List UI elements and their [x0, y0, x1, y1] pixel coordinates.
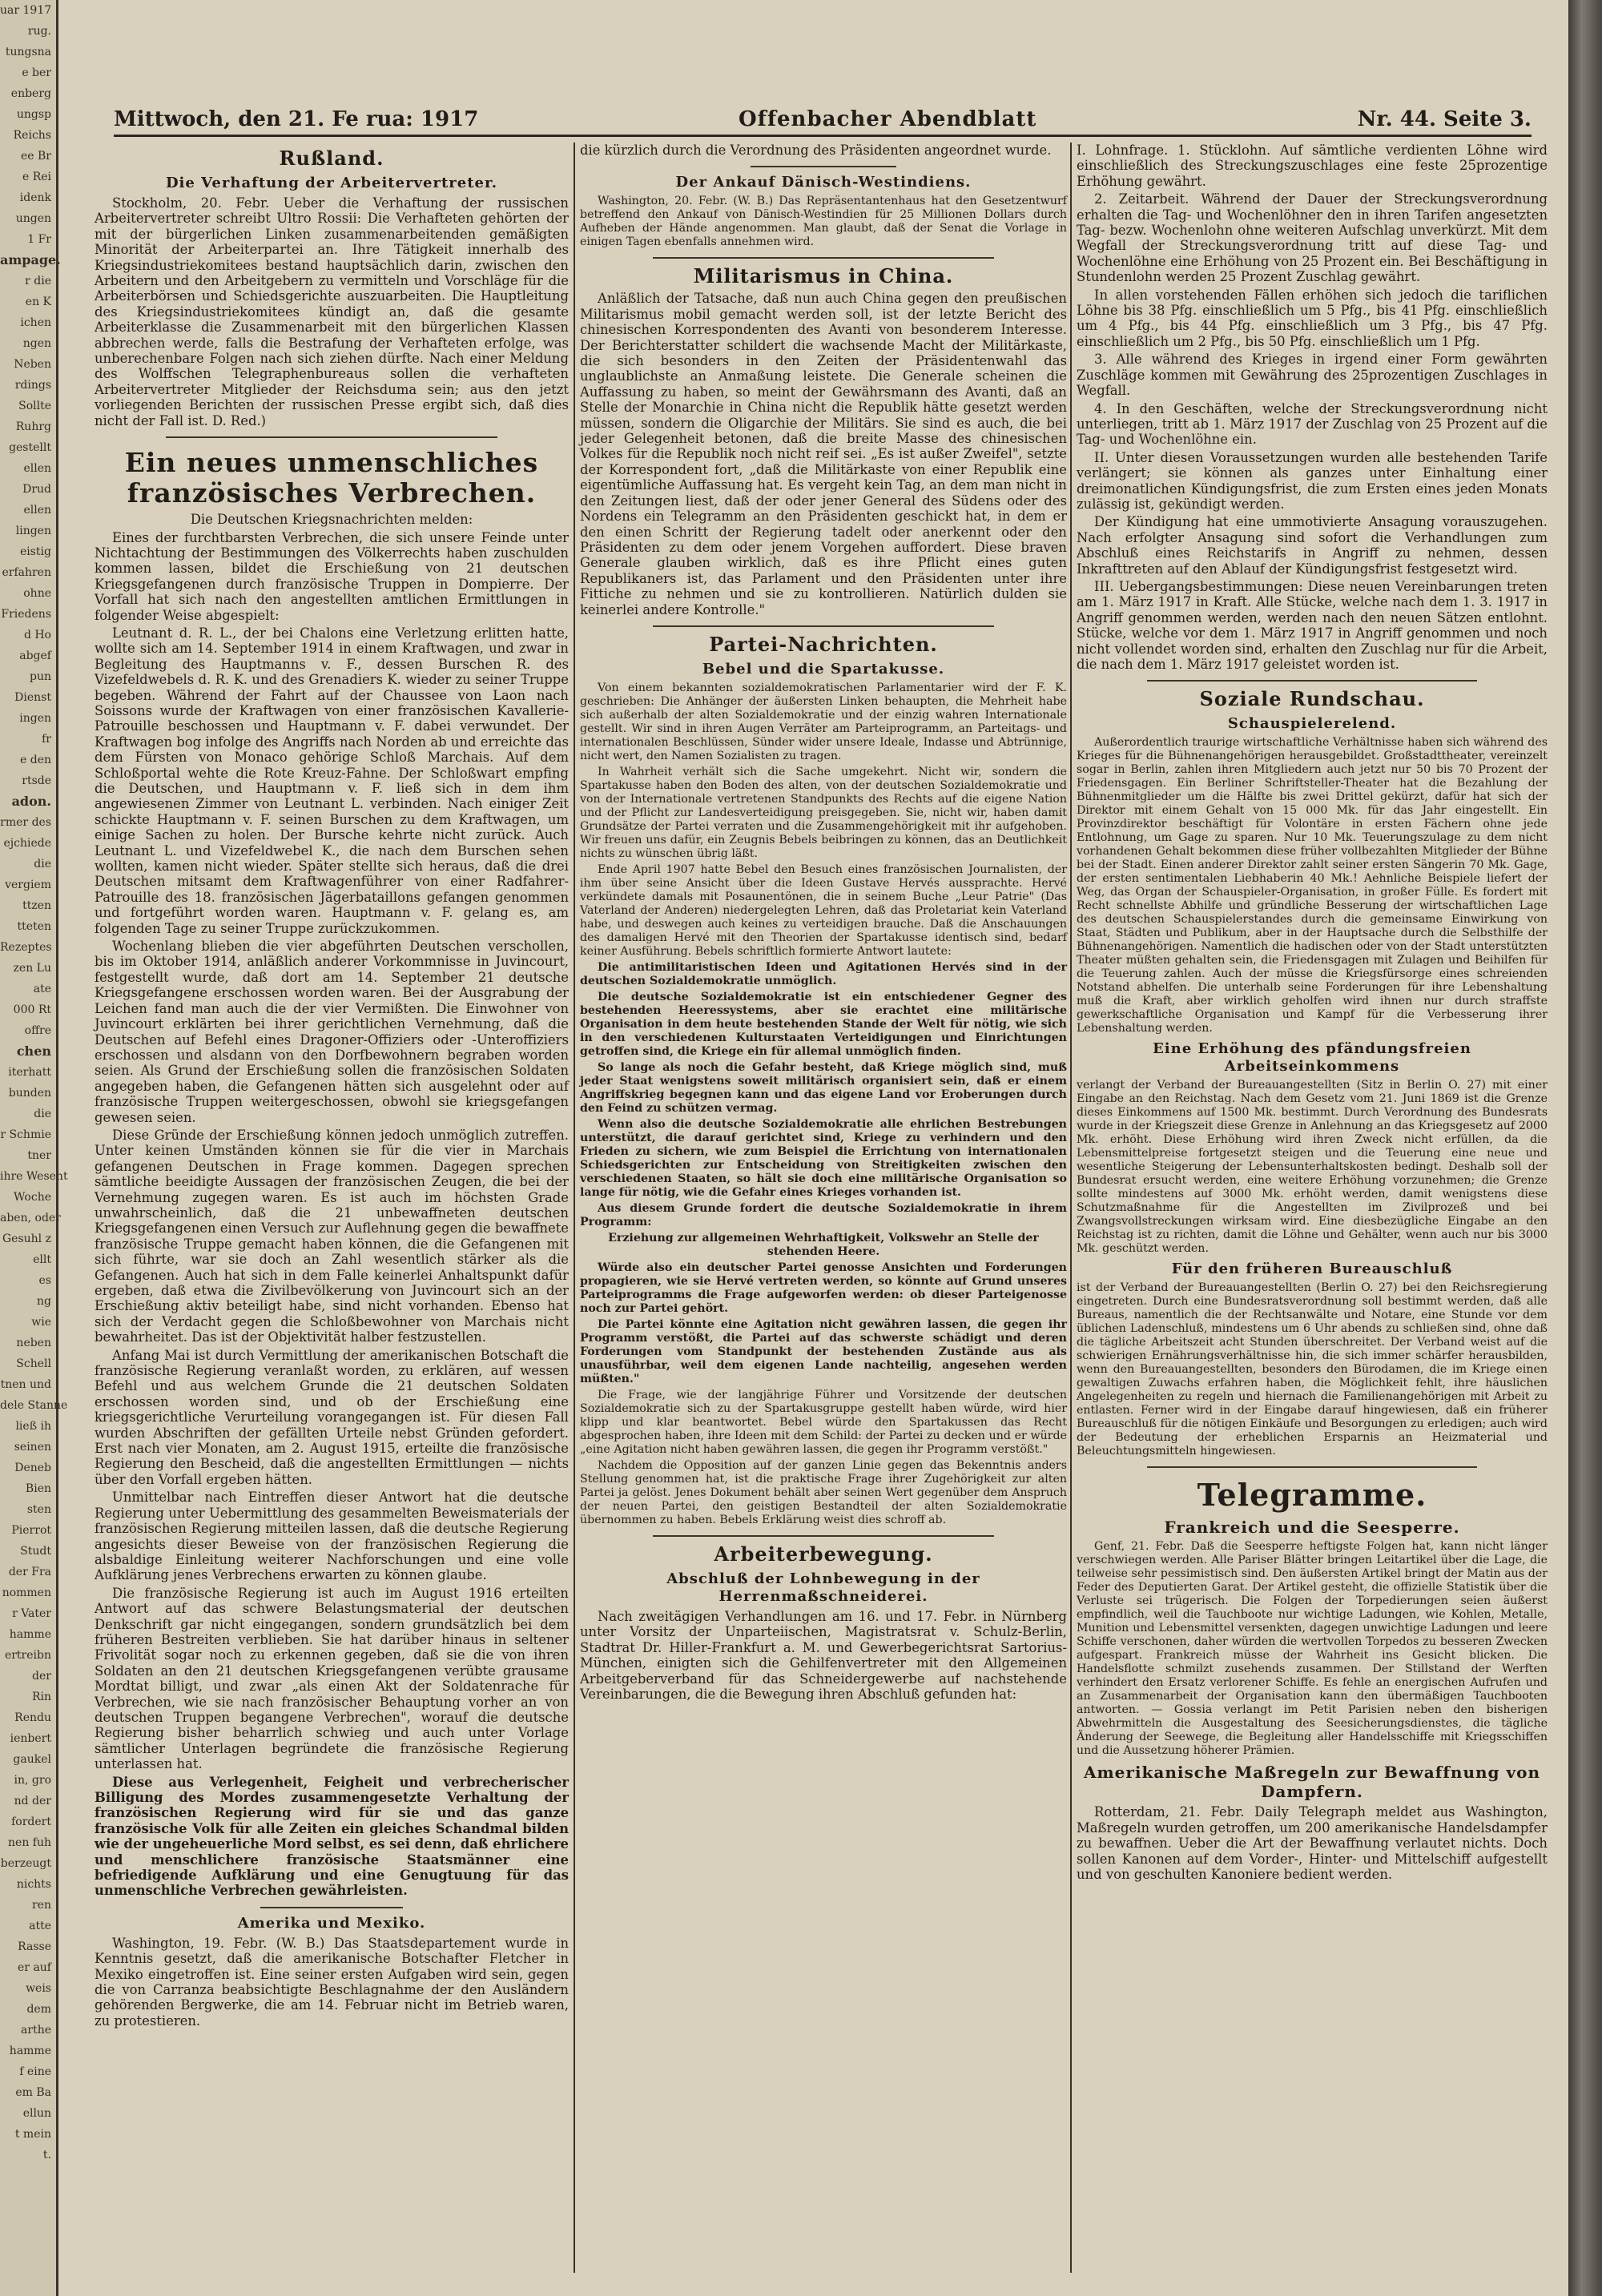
strip-fragment: 1 Fr — [27, 233, 51, 246]
strip-fragment: e Rei — [22, 171, 51, 183]
strip-fragment: t mein — [14, 2128, 51, 2141]
strip-fragment: berzeugt — [0, 1857, 51, 1870]
strip-fragment: rtsde — [22, 774, 51, 787]
strip-fragment: uar 1917 — [0, 4, 52, 17]
strip-fragment: enberg — [10, 87, 51, 100]
section-divider — [1147, 680, 1477, 682]
article-paragraph: 2. Zeitarbeit. Während der Dauer der Streckungsverordnung erhalten die Tag- und Wochenlöhner den in ihren Tarifen angesetzten Tag- bezw. Wochenlohn ohne weiteren Aufschlag unverkürzt. Mit dem Wegfall der Streckungsverordnung tritt auf diese Tag- und Wochenlöhne eine Erhöhung von 25 Prozent ein. Bei Beschäftigung in Stundenlohn werden 25 Prozent Zuschlag gewährt. — [1077, 191, 1548, 285]
masthead-paper-name: Offenbacher Abendblatt — [739, 107, 1037, 131]
strip-fragment: ungen — [15, 212, 51, 225]
strip-fragment: Rendu — [14, 1711, 51, 1724]
strip-fragment: die — [34, 858, 51, 871]
article-paragraph: Von einem bekannten sozialdemokratischen Parlamentarier wird der F. K. geschrieben: Die Anhänger der äußersten Linken behaupten, die Mehrheit habe sich außerhalb der alten Sozialdemokratie und der einzig wahren Internationale gestellt. Wir sind in ihren Augen Verräter am Parteiprogramm, an Parteitags- und internationalen Beschlüssen, Sünder wider unsere Ideale, Indasse und Abtrünnige, nicht wert, den Namen Sozialisten zu tragen. — [580, 681, 1067, 762]
strip-fragment: eistig — [19, 545, 51, 558]
subheadline-verhaftung: Die Verhaftung der Arbeitervertreter. — [165, 175, 498, 191]
strip-fragment: Drud — [22, 483, 51, 496]
strip-fragment: ellen — [23, 504, 51, 517]
strip-fragment: Ruhrg — [15, 420, 51, 433]
strip-fragment: tungsna — [5, 46, 51, 58]
headline-militarismus-china: Militarismus in China. — [693, 264, 954, 288]
headline-telegramme: Telegramme. — [1197, 1477, 1427, 1514]
column-rule — [1070, 143, 1072, 2273]
article-paragraph: Die antimilitaristischen Ideen und Agitationen Hervés sind in der deutschen Sozialdemokratie unmöglich. — [580, 960, 1067, 987]
section-divider — [166, 436, 497, 438]
strip-fragment: nichts — [16, 1878, 51, 1891]
strip-fragment: gestellt — [9, 441, 51, 454]
strip-fragment: Woche — [13, 1191, 51, 1204]
strip-fragment: der — [32, 1670, 51, 1683]
strip-fragment: hamme — [9, 1628, 51, 1641]
strip-fragment: Pierrot — [11, 1524, 51, 1537]
article-paragraph: Diese aus Verlegenheit, Feigheit und verbrecherischer Billigung des Mordes zusammengesetzte Verhaltung der französischen Regierung wird für sie und das ganze französische Volk für alle Zeiten ein gleiches Schandmal bilden wie der ungeheuerliche Mord selbst, es sei denn, daß ehrlichere und menschlichere französische Staatsmänner eine befriedigende Aufklärung und eine Genugtuung für das unmenschliche Verbrechen gewährleisten. — [95, 1774, 569, 1899]
column-3 — [1077, 143, 1548, 2274]
strip-fragment: rmer des — [0, 816, 51, 829]
strip-fragment: der Fra — [8, 1566, 51, 1578]
article-paragraph: Diese Gründe der Erschießung können jedoch unmöglich zutreffen. Unter keinen Umständen können sie für die vier in Marchais gefangenen Deutschen in Frage kommen. Dagegen sprechen sämtliche beeidigte Aussagen der französischen Zeugen, die bei der Vernehmung zugegen waren. Es ist auch im höchsten Grade unwahrscheinlich, daß die 21 unbewaffneten deutschen Kriegsgefangenen einen Versuch zur Auflehnung gegen die bewaffnete französische Truppe gemacht haben können, die die Gefangenen mit sich führte, war sie doch an Zahl wesentlich stärker als die Gefangenen. Auch hat sich in dem Falle keinerlei Anhaltspunkt dafür ergeben, daß etwa die Zivilbevölkerung von Juvincourt sich an der Erschießung aktiv beteiligt habe, sind nicht vorhanden. Ebenso hat sich der Verdacht gegen die Schloßbewohner von Marchais nicht bewahrheitet. Das ist der Objektivität halber festzustellen. — [95, 1127, 569, 1345]
article-paragraph: Eines der furchtbarsten Verbrechen, die sich unsere Feinde unter Nichtachtung der Bestimmungen des Völkerrechts haben zuschulden kommen lassen, bildet die Erschießung von 21 deutschen Kriegsgefangenen durch französische Truppen in Dompierre. Der Vorfall hat sich nach den angestellten amtlichen Ermittlungen in folgender Weise abgespielt: — [95, 529, 569, 623]
strip-fragment: Rasse — [18, 1940, 51, 1953]
strip-fragment: offre — [24, 1024, 51, 1037]
strip-fragment: em Ba — [15, 2086, 51, 2099]
article-paragraph: Nach zweitägigen Verhandlungen am 16. und 17. Febr. in Nürnberg unter Vorsitz der Unparteiischen, Magistratsrat v. Schulz-Berlin, Stadtrat Dr. Hiller-Frankfurt a. M. und Gewerbegerichtsrat Sartorius-München, einigten sich die Gehilfenvertreter mit den Allgemeinen Arbeitgeberverband für das Schneidergewerbe auf nachstehende Vereinbarungen, die die Bewegung ihren Abschluß gefunden hat: — [580, 1608, 1067, 1702]
subheadline-bureauschluss: Für den früheren Bureauschluß — [1171, 1261, 1453, 1278]
strip-fragment: ng — [37, 1295, 51, 1308]
strip-fragment: es — [38, 1274, 51, 1287]
strip-fragment: r die — [25, 275, 51, 288]
strip-fragment: e den — [20, 754, 51, 766]
article-paragraph: Washington, 19. Febr. (W. B.) Das Staatsdepartement wurde in Kenntnis gesetzt, daß die amerikanische Botschafter Fletcher in Mexiko eingetroffen ist. Eine seiner ersten Aufgaben wird sein, gegen die von Carranza beabsichtigte Beschlagnahme der den Ausländern gehörenden Bergwerke, die am 14. Februar nicht im Betrieb waren, zu protestieren. — [95, 1935, 569, 2029]
strip-fragment: ellun — [22, 2107, 51, 2120]
strip-fragment: Friedens — [1, 608, 51, 621]
strip-fragment: atte — [29, 1920, 51, 1932]
strip-fragment: ließ ih — [15, 1420, 51, 1433]
column-2 — [580, 143, 1067, 2274]
strip-fragment: ngen — [22, 337, 51, 350]
strip-fragment: rug. — [27, 25, 51, 38]
strip-fragment: ttzen — [22, 899, 51, 912]
headline-soziale-rundschau: Soziale Rundschau. — [1199, 687, 1425, 711]
strip-fragment: neben — [16, 1337, 51, 1349]
strip-fragment: bunden — [8, 1087, 51, 1100]
strip-fragment: ichen — [20, 316, 51, 329]
article-paragraph: Nachdem die Opposition auf der ganzen Linie gegen das Bekenntnis anders Stellung genommen hat, ist die praktische Frage ihrer Zugehörigkeit zur alten Partei ja gelöst. Jenes Dokument behält aber seinen Wert gegenüber dem Anspruch der neuen Partei, den geistigen Bestandteil der alten Sozialdemokratie übernommen zu haben. Bebels Erklärung weist dies schroff ab. — [580, 1458, 1067, 1526]
article-paragraph: So lange als noch die Gefahr besteht, daß Kriege möglich sind, muß jeder Staat wenigstens soweit militärisch organisiert sein, daß er einem Angriffskrieg begegnen kann und das eigene Land vor Eroberungen durch den Feind zu schützen vermag. — [580, 1060, 1067, 1115]
column-1 — [95, 143, 569, 2274]
headline-verbrechen: Ein neues unmenschliches französisches Verbrechen. — [124, 447, 539, 509]
strip-fragment: Sollte — [18, 400, 51, 412]
strip-fragment: Gesuhl z — [2, 1232, 51, 1245]
strip-fragment: Reichs — [13, 129, 51, 142]
strip-fragment: Rezeptes — [0, 941, 52, 954]
article-paragraph: Würde also ein deutscher Partei genosse Ansichten und Forderungen propagieren, wie sie Hervé vertreten werden, so könnte auf Grund unseres Parteiprogramms die Frage aufgeworfen werden: ob dieser Parteigenosse noch zur Partei gehört. — [580, 1261, 1067, 1315]
strip-fragment: ee Br — [20, 150, 51, 163]
strip-fragment: tner — [27, 1149, 51, 1162]
strip-fragment: tteten — [17, 920, 51, 933]
adjacent-page-strip — [0, 0, 68, 2296]
article-paragraph: III. Uebergangsbestimmungen: Diese neuen Vereinbarungen treten am 1. März 1917 in Kraft. Alle Stücke, welche nach dem 1. 3. 1917 in Angriff genommen werden, werden nach den neuen Sätzen entlohnt. Stücke, welche vor dem 1. März 1917 in Angriff genommen und noch nicht vollendet worden sind, erhalten den Zuschlag nur für die Arbeit, die nach dem 1. März 1917 geleistet worden ist. — [1077, 578, 1548, 672]
section-divider — [1147, 1466, 1477, 1468]
strip-fragment: ihre Wesent — [0, 1170, 68, 1183]
column-rule — [574, 143, 575, 2273]
strip-fragment: ohne — [23, 587, 51, 600]
strip-fragment: vergiem — [5, 879, 51, 891]
strip-fragment: f eine — [19, 2065, 51, 2078]
strip-fragment: d Ho — [23, 629, 51, 641]
strip-fragment: r Vater — [12, 1607, 51, 1620]
strip-fragment: abgef — [19, 649, 51, 662]
article-paragraph: die kürzlich durch die Verordnung des Präsidenten angeordnet wurde. — [580, 143, 1052, 158]
article-paragraph: Der Kündigung hat eine ummotivierte Ansagung vorauszugehen. Nach erfolgter Ansagung sind sofort die Verhandlungen zum Abschluß eines Reichstarifs in Angriff zu nehmen, dessen Inkrafttreten auf den Ablauf der Kündigungsfrist festgesetzt wird. — [1077, 514, 1548, 577]
headline-russland: Rußland. — [279, 147, 384, 170]
article-paragraph: 4. In den Geschäften, welche der Streckungsverordnung nicht unterliegen, tritt ab 1. März 1917 der Zuschlag von 25 Prozent auf die Tag- und Wochenlöhne ein. — [1077, 400, 1548, 448]
article-paragraph: Unmittelbar nach Eintreffen dieser Antwort hat die deutsche Regierung unter Uebermittlung des gesammelten Beweismaterials der französischen Regierung mitteilen lassen, daß die deutsche Regierung angesichts dieser Beweise von der französischen Regierung die alsbaldige Einleitung weiterer Nachforschungen und eine volle Aufklärung jenes Verbrechens erwarten zu können glaube. — [95, 1490, 569, 1583]
strip-fragment: ertreibn — [4, 1649, 51, 1662]
strip-fragment: pun — [30, 670, 51, 683]
subheadline-seesperre: Frankreich und die Seesperre. — [1164, 1518, 1460, 1538]
masthead — [114, 103, 1532, 137]
book-binding-edge — [1568, 0, 1602, 2296]
strip-fragment: nen fuh — [8, 1836, 51, 1849]
article-paragraph: Anfang Mai ist durch Vermittlung der amerikanischen Botschaft die französische Regierung veranlaßt worden, zu erklären, auf wessen Befehl und aus welchem Grunde die 21 deutschen Soldaten erschossen worden sind, und ob der Erschießung eine kriegsgerichtliche Verurteilung vorangegangen ist. Für diesen Fall wurden Abschriften der gefällten Urteile nebst Gründen gefordert. Erst nach vier Monaten, am 2. August 1915, erteilte die französische Regierung den Bescheid, daß die angestellten Ermittlungen — nichts über den Vorfall ergeben hätten. — [95, 1347, 569, 1487]
article-paragraph: Stockholm, 20. Febr. Ueber die Verhaftung der russischen Arbeitervertreter schreibt Ultro Rossii: Die Verhafteten gehörten der mit der bürgerlichen Linken zusammenarbeitenden gemäßigten Minorität der Arbeiterpartei an. Ihre Tätigkeit innerhalb des Kriegsindustriekomitees bestand hauptsächlich darin, zwischen den Arbeitern und den Arbeitgebern zu vermitteln und Vorschläge für die Arbeiterbörsen und Schiedsgerichte auszuarbeiten. Die Hauptleitung des Kriegsindustriekomitees kündigt an, daß die gesamte Arbeiterklasse die Zusammenarbeit mit den bürgerlichen Klassen abbrechen werde, falls die Bestrafung der Verhafteten erfolge, was unberechenbare Folgen nach sich ziehen dürfte. Nach einer Meldung des Wolffschen Telegraphenbureaus sollen die verhafteten Arbeitervertreter Mitglieder der Reichsduma sein; aus den jetzt vorliegenden Berichten der russischen Presse ergibt sich, daß dies nicht der Fall ist. D. Red.) — [95, 195, 569, 428]
article-intro: Die Deutschen Kriegsnachrichten melden: — [190, 512, 473, 528]
strip-fragment: ate — [33, 983, 51, 995]
strip-fragment: en K — [25, 296, 51, 308]
article-paragraph: In allen vorstehenden Fällen erhöhen sich jedoch die tariflichen Löhne bis 38 Pfg. einschließlich um 5 Pfg., bis 41 Pfg. einschließlich um 4 Pfg., bis 44 Pfg. einschließlich um 3 Pfg., bis 47 Pfg. einschließlich um 2 Pfg., bis 50 Pfg. einschließlich um 1 Pfg. — [1077, 287, 1548, 349]
strip-fragment: nommen — [2, 1586, 51, 1599]
strip-fragment: weis — [26, 1982, 51, 1995]
strip-fragment: die — [34, 1108, 51, 1120]
subheadline-pfaendungsfrei: Eine Erhöhung des pfändungsfreien Arbeitseinkommens — [1153, 1040, 1471, 1076]
strip-fragment: Deneb — [14, 1462, 51, 1474]
strip-fragment: sten — [26, 1503, 51, 1516]
strip-fragment: seinen — [14, 1441, 51, 1454]
strip-fragment: adon. — [11, 794, 51, 809]
subheadline-schauspielerelend: Schauspielerelend. — [1227, 715, 1397, 733]
article-paragraph: Die Partei könnte eine Agitation nicht gewähren lassen, die gegen ihr Programm verstößt, die Partei auf das schwerste schädigt und deren Forderungen vom Standpunkt der bestehenden Zustände aus als unausführbar, weil dem eigenen Lande nachteilig, angesehen werden müßten." — [580, 1317, 1067, 1385]
headline-partei-nachrichten: Partei-Nachrichten. — [709, 632, 938, 656]
article-paragraph: ist der Verband der Bureauangestellten (Berlin O. 27) bei den Reichsregierung eingetreten. Durch eine Bundesratsverordnung soll bestimmt werden, daß alle Bureaus, namentlich die der Rechtsanwälte und Notare, eine Stunde vor dem üblichen Ladenschluß, mindestens um 6 Uhr abends zu schließen sind, ohne daß die tägliche Arbeitszeit acht Stunden überschreitet. Der Verband weist auf die schwierigen Ernährungsverhältnisse hin, die sich immer schärfer herausbilden, wenn den Bureauangestellten, besonders den Bürodamen, die im Kriege einen gewaltigen Zuwachs erfahren haben, die Möglichkeit fehlt, ihre häuslichen Angelegenheiten zu regeln und hiernach die Familienangehörigen mit Arbeit zu entlasten. Ferner wird in der Eingabe darauf hingewiesen, daß ein früherer Bureauschluß für die nötigen Einkäufe und Besorgungen zu erledigen; auch wird der Bedeutung der erheblichen Ersparnis an Heizmaterial und Beleuchtungsmitteln hingewiesen. — [1077, 1281, 1548, 1458]
article-paragraph: Außerordentlich traurige wirtschaftliche Verhältnisse haben sich während des Krieges für die Bühnenangehörigen herausgebildet. Großstadttheater, vereinzelt sogar in Berlin, zahlen ihren Mitgliedern auch jetzt nur 50 bis 70 Prozent der Friedensgagen. Ein Berliner Schriftsteller-Theater hat die Bezahlung der Bühnenmitglieder um die Hälfte bis zwei Drittel gekürzt, dafür hat sich der Direktor mit einem Gehalt von 15 000 Mk. für das Jahr eingestellt. Ein Provinzdirektor beschäftigt für Volontäre in ersten Fächern ohne jede Entlohnung, um Gage zu sparen. Nur 10 Mk. Teuerungszulage zu dem nicht vorhandenen Gehalt bekommen diese früher vollbezahlten Mitglieder der Bühne bei der Stadt. Einen anderer Direktor zahlt seiner ersten Sängerin 70 Mk. Gage, der ersten sentimentalen Liebhaberin 40 Mk.! Aehnliche Beispiele liefert der Weg, das Organ der Schauspieler-Organisation, in großer Fülle. Es fordert mit Recht schnellste Abhilfe und gründliche Besserung der wirtschaftlichen Lage des deutschen Schauspielerstandes durch die gemeinsame Einwirkung von Staat, Städten und Publikum, aber in der Hauptsache durch die Selbsthilfe der Bühnenangehörigen. Namentlich die hadischen oder von der Stadt unterstützten Theater müßten gehalten sein, die Friedensgagen mit Zulagen und Beihilfen für die Teuerung zahlen. Auch der müsse die Kriegsfürsorge eines schreienden Notstand abhelfen. Die unterhalb seine Forderungen für ihre Lebenshaltung muß die Kraft, aber wirklich geholfen wird ihnen nur durch straffste gewerkschaftliche Organisation und Kampf für die Verbesserung ihrer Lebenshaltung werden. — [1077, 736, 1548, 1035]
strip-fragment: Schell — [16, 1357, 51, 1370]
strip-fragment: ellt — [33, 1253, 51, 1266]
article-paragraph: Aus diesem Grunde fordert die deutsche Sozialdemokratie in ihrem Programm: — [580, 1201, 1067, 1228]
strip-fragment: wie — [31, 1316, 51, 1329]
subheadline-daenisch-westindien: Der Ankauf Dänisch-Westindiens. — [675, 174, 972, 191]
section-divider — [653, 257, 994, 259]
strip-fragment: Neben — [14, 358, 51, 371]
article-paragraph: Die Frage, wie der langjährige Führer und Vorsitzende der deutschen Sozialdemokratie sich zu der Spartakusgruppe gestellt haben würde, wird hier klipp und klar beantwortet. Bebel würde den Spartakussen das Recht abgesprochen haben, ihre Ideen mit dem Schild: der Partei zu decken und er würde „eine Agitation nicht haben gewähren lassen, die gegen ihr Programm verstößt." — [580, 1388, 1067, 1456]
strip-fragment: 000 Rt — [13, 1003, 51, 1016]
strip-fragment: zen Lu — [13, 962, 51, 975]
strip-fragment: dele Stanne — [0, 1399, 68, 1412]
strip-fragment: in, gro — [14, 1774, 51, 1787]
strip-fragment: ren — [32, 1899, 51, 1912]
strip-fragment: e ber — [22, 66, 51, 79]
strip-fragment: ejchiede — [3, 837, 51, 850]
strip-fragment: aben, oder — [0, 1212, 61, 1224]
article-paragraph: Genf, 21. Febr. Daß die Seesperre heftigste Folgen hat, kann nicht länger verschwiegen werden. Alle Pariser Blätter bringen Leitartikel über die Lage, die teilweise sehr pessimistisch sind. Den äußersten Artikel bringt der Matin aus der Feder des Deputierten Garat. Der Artikel gesteht, die offizielle Statistik über die Verluste sei trügerisch. Die Folgen der Torpedierungen seien äußerst empfindlich, weil die Tauchboote nur wichtige Ladungen, wie Kohlen, Metalle, Munition und Lebensmittel versenkten, dagegen unwichtige Ladungen und leere Schiffe verschonen, daher würden die wertvollen Torpedos zu besseren Zwecken aufgespart. Frankreich müsse der Wahrheit ins Gesicht blicken. Die Handelsflotte schmilzt zusehends zusammen. Der Stillstand der Werften verhindert den Ersatz verlorener Schiffe. Es fehle an energischen Aufrufen und an Zusammenarbeit der Organisation kann den übermäßigen Tauchbooten antworten. — Gossia verlangt im Petit Parisien neben den bisherigen Abwehrmitteln die Ausgestaltung des Seesicherungsdienstes, die tägliche Änderung der Seewege, die Begleitung aller Handelsschiffe mit Kriegsschiffen und die Aussetzung höherer Prämien. — [1077, 1540, 1548, 1758]
newspaper-sheet — [74, 0, 1568, 2296]
subheadline-bebel-spartakusse: Bebel und die Spartakusse. — [702, 660, 945, 678]
strip-fragment: lingen — [15, 525, 51, 537]
section-divider — [751, 166, 896, 167]
strip-fragment: Rin — [31, 1691, 51, 1703]
article-paragraph: verlangt der Verband der Bureauangestellten (Sitz in Berlin O. 27) mit einer Eingabe an den Reichstag. Nach dem Gesetz vom 21. Juni 1869 ist die Grenze dieses Einkommens auf 1500 Mk. bestimmt. Durch Verordnung des Bundesrats wurde in der Kriegszeit diese Grenze in Anlehnung an das Kriegsgesetz auf 2000 Mk. erhöht. Diese Erhöhung wird ihren Zweck nicht erfüllen, da die Lebensmittelpreise fortgesetzt steigen und die Teuerung eine neue und wesentliche Steigerung der Lebensunterhaltskosten bedingt. Deshalb soll der Bundesrat ersucht werden, eine weitere Erhöhung vorzunehmen; die Grenze sollte mindestens auf 3000 Mk. erhöht werden, damit wenigstens diese Schutzmaßnahme für die Angestellten im Zivilprozeß und bei Zwangsvollstreckungen wirksam wird. Eine diesbezügliche Eingabe an den Reichstag ist zu richten, damit die Löhne und Gehälter, wenn auch nur bis 3000 Mk. geschützt werden. — [1077, 1079, 1548, 1256]
strip-fragment: erfahren — [2, 566, 51, 579]
article-paragraph: Rotterdam, 21. Febr. Daily Telegraph meldet aus Washington, Maßregeln wurden getroffen, um 200 amerikanische Handelsdampfer zu bewaffnen. Ueber die Art der Bewaffnung verlautet nichts. Doch sollen Kanonen auf dem Vorder-, Hinter- und Mittelschiff aufgestellt und von geschulten Kanoniere bedient werden. — [1077, 1804, 1548, 1883]
article-paragraph: Die französische Regierung ist auch im August 1916 erteilten Antwort auf das schwere Belastungsmaterial der deutschen Denkschrift gar nicht eingegangen, sondern grundsätzlich bei dem früheren Bestreiten verblieben. Sie hat darüber hinaus in seltener Frivolität sogar noch zu erkennen gegeben, daß sie die von ihren Soldaten an den 21 deutschen Kriegsgefangenen verübte grausame Mordtat billigt, und zwar „als einen Akt der Soldatenrache für Verbrechen, wie sie nach französischer Behauptung vorher an von deutschen Truppen begangene Verbrechen", worauf die deutsche Regierung bisher beharrlich schwieg und auch unter Vorlage sämtlicher Unterlagen begründete die französische Regierung unterlassen hat. — [95, 1585, 569, 1772]
strip-fragment: hamme — [9, 2045, 51, 2057]
article-paragraph: Anläßlich der Tatsache, daß nun auch China gegen den preußischen Militarismus mobil gemacht werden soll, ist der letzte Bericht des chinesischen Korrespondenten des Avanti von besonderem Interesse. Der Berichterstatter schildert die wachsende Macht der Militärkaste, die sich besonders in den Zeiten der Präsidentenwahl das unglaublichste an Anmaßung leistete. Die Generale scheinen die Auffassung zu haben, so meint der Gewährsmann des Avanti, daß an Stelle der Monarchie in China nicht die Republik hätte gesetzt werden müssen, sondern die Oligarchie der Militärs. Sie sind es auch, die bei jeder Gelegenheit betonen, daß die breite Masse des chinesischen Volkes für die Republik noch nicht reif sei. „Es ist außer Zweifel", setzte der Korrespondent fort, „daß die Militärkaste von einer Republik eine eigentümliche Auffassung hat. Es vergeht kein Tag, an dem man nicht in den Zeitungen liest, daß der oder jener General des Südens oder des Nordens ein Telegramm an den Präsidenten geschickt hat, in dem er den einen Schritt der Regierung tadelt oder anerkennt oder den Präsidenten zu dem oder jenem Vorgehen auffordert. Diese braven Generale glauben wirklich, daß es ihre Pflicht eines guten Republikaners ist, das Parlament und den Präsidenten unter ihre Fittiche zu nehmen und sie zu kontrollieren. Natürlich dulden sie keinerlei andere Kontrolle." — [580, 291, 1067, 617]
article-paragraph: I. Lohnfrage. 1. Stücklohn. Auf sämtliche verdienten Löhne wird einschließlich des Streckungszuschlages eine feste 25prozentige Erhöhung gewährt. — [1077, 143, 1548, 189]
strip-fragment: chen — [16, 1043, 51, 1059]
article-paragraph: In Wahrheit verhält sich die Sache umgekehrt. Nicht wir, sondern die Spartakusse haben den Boden des alten, von der deutschen Sozialdemokratie und von der Internationale vertretenen Standpunkts des Rechts auf die eigene Nation und der Pflicht zur Landesverteidigung preisgegeben. Sie, nicht wir, haben damit Grundsätze der Partei verraten und die Zusammengehörigkeit mit ihr aufgehoben. Wir freuen uns dafür, ein Zeugnis Bebels beibringen zu können, das an Deutlichkeit nichts zu wünschen übrig läßt. — [580, 765, 1067, 860]
article-paragraph: Wenn also die deutsche Sozialdemokratie alle ehrlichen Bestrebungen unterstützt, die darauf gerichtet sind, Kriege zu verhindern und den Frieden zu sichern, wie zum Beispiel die Errichtung von internationalen Schiedsgerichten zur Entscheidung von Streitigkeiten zwischen den verschiedenen Staaten, so hält sie doch eine militärische Organisation so lange für nötig, wie die Gefahr eines Krieges vorhanden ist. — [580, 1117, 1067, 1199]
section-divider — [260, 1907, 403, 1908]
strip-fragment: idenk — [19, 191, 51, 204]
strip-fragment: ampage. — [0, 252, 61, 267]
strip-fragment: Dienst — [14, 691, 51, 704]
masthead-page-number: Nr. 44. Seite 3. — [1357, 107, 1532, 131]
strip-fragment: ienbert — [10, 1732, 51, 1745]
strip-fragment: fr — [42, 733, 51, 746]
article-paragraph: II. Unter diesen Voraussetzungen wurden alle bestehenden Tarife verlängert; sie können als ganzes unter Einhaltung einer dreimonatlichen Kündigungsfrist, die zum Ersten eines jeden Monats zulässig ist, gekündigt werden. — [1077, 449, 1548, 512]
section-divider — [653, 1535, 994, 1537]
strip-fragment: ingen — [19, 712, 51, 725]
strip-fragment: ungsp — [16, 108, 51, 121]
article-paragraph: Washington, 20. Febr. (W. B.) Das Repräsentantenhaus hat den Gesetzentwurf betreffend den Ankauf von Dänisch-Westindien für 25 Millionen Dollars durch Aufheben der Hände angenommen. Man glaubt, daß der Senat die Vorlage in einigen Tagen ebenfalls annehmen wird. — [580, 195, 1067, 249]
strip-fragment: r Schmie — [0, 1128, 51, 1141]
strip-fragment: t. — [42, 2149, 51, 2161]
section-divider — [653, 625, 994, 627]
article-quote: Erziehung zur allgemeinen Wehrhaftigkeit, Volkswehr an Stelle der stehenden Heere. — [608, 1231, 1039, 1258]
strip-fragment: rdings — [14, 379, 51, 392]
article-paragraph: Wochenlang blieben die vier abgeführten Deutschen verschollen, bis im Oktober 1914, anläßlich anderer Vorkommnisse in Juvincourt, festgestellt wurde, daß dort am 14. September 21 deutsche Kriegsgefangene erschossen worden waren. Bei der Ausgrabung der Leichen fand man auch die der vier Vermißten. Die Einwohner von Juvincourt erklärten bei ihrer gerichtlichen Vernehmung, daß die Deutschen auf Befehl eines Dragoner-Offiziers oder -Unteroffiziers erschossen und alsdann von den Dorfbewohnern begraben worden seien. Als Grund der Erschießung sollen die französischen Soldaten angegeben haben, die Gefangenen hätten sich ausgelehnt oder auf französische Truppen weitergeschossen, obwohl sie kriegsgefangen gewesen seien. — [95, 939, 569, 1125]
strip-fragment: Bien — [25, 1482, 51, 1495]
strip-fragment: ellen — [23, 462, 51, 475]
masthead-date: Mittwoch, den 21. Fe rua: 1917 — [114, 107, 479, 131]
strip-fragment: gaukel — [13, 1753, 51, 1766]
strip-fragment: fordert — [11, 1815, 51, 1828]
strip-fragment: Studt — [20, 1545, 51, 1558]
strip-fragment: tnen und — [0, 1378, 51, 1391]
subheadline-bewaffnung-dampfer: Amerikanische Maßregeln zur Bewaffnung von Dampfern. — [1083, 1763, 1540, 1802]
strip-fragment: arthe — [21, 2024, 51, 2037]
headline-arbeiterbewegung: Arbeiterbewegung. — [714, 1542, 933, 1566]
article-paragraph: 3. Alle während des Krieges in irgend einer Form gewährten Zuschläge kommen mit Gewährung des 25prozentigen Zuschlages in Wegfall. — [1077, 352, 1548, 399]
article-paragraph: Ende April 1907 hatte Bebel den Besuch eines französischen Journalisten, der ihm über seine Ansicht über die Ideen Gustave Hervés aussprachte. Hervé verkündete damals mit Posaunentönen, die in seinem Buche „Leur Patrie" (Das Vaterland der Anderen) niedergelegten Lehren, daß das Proletariat kein Vaterland habe, und deswegen auch keines zu verteidigen brauche. Daß die Anschauungen des damaligen Hervé mit den Theorien der Spartakusse identisch sind, bedarf keiner Ausführung. Bebels schriftlich formierte Antwort lautete: — [580, 863, 1067, 958]
strip-fragment: er auf — [18, 1961, 51, 1974]
article-paragraph: Leutnant d. R. L., der bei Chalons eine Verletzung erlitten hatte, wollte sich am 14. September 1914 in einem Kraftwagen, und zwar in Begleitung des Hauptmanns v. F., dessen Burschen R. des Vizefeldwebels d. R. K. und des Grenadiers K. wieder zu seiner Truppe begeben. Während der Fahrt auf der Chaussee von Laon nach Soissons wurde der Kraftwagen von einer französischen Kavallerie-Patrouille beschossen und Hauptmann v. F. dabei verwundet. Der Kraftwagen bog infolge des Angriffs nach Norden ab und erreichte das dem Fürsten von Monaco gehörige Schloß Marchais. Auf dem Schloßportal wehte die Rote Kreuz-Fahne. Der Schloßwart empfing die Deutschen, und Hauptmann v. F. ließ sich in dem ihm angewiesenen Zimmer von Leutnant L. verbinden. Nach einiger Zeit schickte Hauptmann v. F. seinen Burschen zu dem Kraftwagen, um einige Sachen zu holen. Der Bursche kehrte nicht zurück. Auch Leutnant L. und Vizefeldwebel K., die nach dem Burschen sehen wollten, kamen nicht wieder. Später stellte sich heraus, daß die drei Deutschen mitsamt dem Kraftwagenführer von einer Radfahrer-Patrouille des 18. französischen Jägerbataillons gefangen genommen und fortgeführt worden waren. Hauptmann v. F. gelang es, am folgenden Tage zu seiner Truppe zurückzukommen. — [95, 625, 569, 936]
strip-fragment: iterhatt — [8, 1066, 51, 1079]
strip-fragment: dem — [26, 2003, 51, 2016]
headline-amerika-mexiko: Amerika und Mexiko. — [237, 1914, 426, 1932]
article-paragraph: Die deutsche Sozialdemokratie ist ein entschiedener Gegner des bestehenden Heeressystems, aber sie erachtet eine militärische Organisation in dem heute bestehenden Stande der Welt für nötig, wie sich in den verschiedenen Kulturstaaten Verteidigungen und Einrichtungen getroffen sind, die Kriege ein für allemal unmöglich finden. — [580, 990, 1067, 1058]
subheadline-herrenmassschneiderei: Abschluß der Lohnbewegung in der Herrenmaßschneiderei. — [666, 1570, 980, 1605]
strip-fragment: nd der — [14, 1795, 51, 1807]
